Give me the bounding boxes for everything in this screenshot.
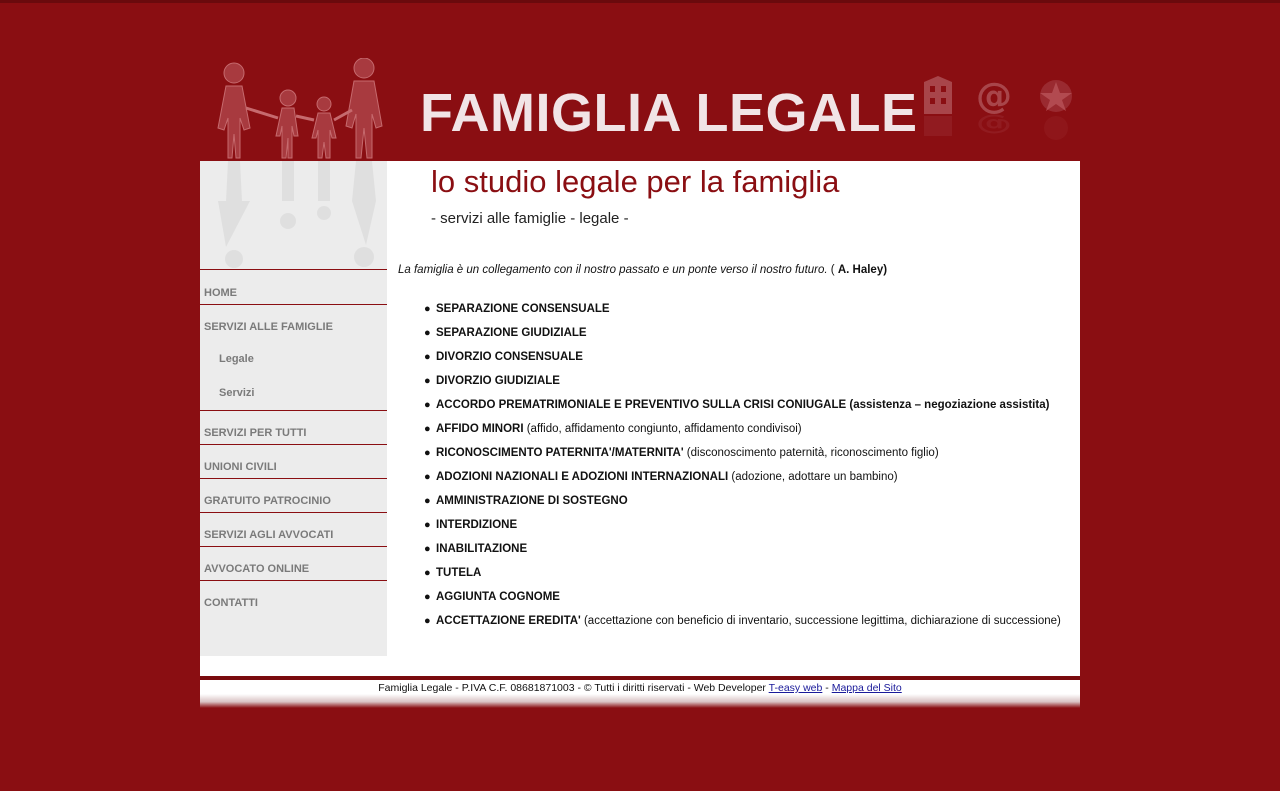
site-title: FAMIGLIA LEGALE <box>420 83 918 143</box>
top-decorative-strip <box>0 0 1280 3</box>
service-name: ACCORDO PREMATRIMONIALE E PREVENTIVO SULLA CRISI CONIUGALE (assistenza – negoziazione assistita) <box>436 399 1050 411</box>
list-item <box>424 345 1064 369</box>
main-menu <box>200 269 387 614</box>
bullet-icon: ● <box>424 423 431 435</box>
bullet-icon: ● <box>424 303 431 315</box>
site-header <box>200 40 1080 161</box>
footer-separator: - <box>822 682 832 694</box>
content-area <box>398 161 1068 676</box>
bullet-icon: ● <box>424 519 431 531</box>
list-item <box>424 465 1064 489</box>
footer-text: Famiglia Legale - P.IVA C.F. 08681871003 - © Tutti i diritti riservati - Web Developer <box>378 682 769 694</box>
page-tagline: lo studio legale per la famiglia <box>431 164 840 199</box>
bullet-icon: ● <box>424 471 431 483</box>
list-item <box>424 585 1064 609</box>
service-detail: (affido, affidamento congiunto, affidamento condivisoi) <box>523 423 802 435</box>
menu-item-contatti[interactable]: CONTATTI <box>200 580 387 614</box>
list-item <box>424 321 1064 345</box>
menu-item-home[interactable]: HOME <box>200 269 387 304</box>
menu-item-servizi-agli-avvocati[interactable]: SERVIZI AGLI AVVOCATI <box>200 512 387 546</box>
menu-item-avvocato-online[interactable]: AVVOCATO ONLINE <box>200 546 387 580</box>
submenu-item-servizi[interactable]: Servizi <box>219 387 255 399</box>
site-footer <box>200 680 1080 708</box>
list-item <box>424 369 1064 393</box>
sidebar <box>200 161 387 656</box>
service-name: ACCETTAZIONE EREDITA' <box>436 615 581 627</box>
svg-text:@: @ <box>976 76 1012 117</box>
bullet-icon: ● <box>424 327 431 339</box>
family-reflection-image <box>206 161 386 269</box>
service-name: TUTELA <box>436 567 482 579</box>
quote-open: ( <box>827 264 838 276</box>
page-subtagline: - servizi alle famiglie - legale - <box>431 210 629 227</box>
list-item <box>424 417 1064 441</box>
list-item <box>424 489 1064 513</box>
service-name: INABILITAZIONE <box>436 543 528 555</box>
menu-item-unioni-civili[interactable]: UNIONI CIVILI <box>200 444 387 478</box>
service-detail: (disconoscimento paternità, riconoscimento figlio) <box>683 447 939 459</box>
bullet-icon: ● <box>424 591 431 603</box>
service-name: SEPARAZIONE CONSENSUALE <box>436 303 610 315</box>
main-container <box>200 161 1080 676</box>
submenu-item-legale[interactable]: Legale <box>219 353 254 365</box>
email-icon[interactable] <box>972 76 1016 146</box>
list-item <box>424 393 1064 417</box>
list-item <box>424 513 1064 537</box>
bullet-icon: ● <box>424 351 431 363</box>
service-detail: (accettazione con beneficio di inventario, successione legittima, dichiarazione di successione) <box>580 615 1061 627</box>
bullet-icon: ● <box>424 399 431 411</box>
footer-link-developer[interactable]: T-easy web <box>768 682 823 694</box>
quote-author: A. Haley) <box>837 264 888 276</box>
list-item <box>424 561 1064 585</box>
bullet-icon: ● <box>424 495 431 507</box>
list-item <box>424 537 1064 561</box>
service-name: INTERDIZIONE <box>436 519 518 531</box>
favorite-star-icon[interactable] <box>1034 76 1078 146</box>
service-name: DIVORZIO CONSENSUALE <box>436 351 583 363</box>
list-item <box>424 609 1064 633</box>
service-name: AMMINISTRAZIONE DI SOSTEGNO <box>436 495 628 507</box>
list-item <box>424 441 1064 465</box>
menu-item-servizi-per-tutti[interactable]: SERVIZI PER TUTTI <box>200 410 387 444</box>
service-name: AFFIDO MINORI <box>436 423 524 435</box>
service-name: SEPARAZIONE GIUDIZIALE <box>436 327 587 339</box>
service-name: AGGIUNTA COGNOME <box>436 591 560 603</box>
menu-item-servizi-alle-famiglie[interactable]: SERVIZI ALLE FAMIGLIE <box>200 304 387 342</box>
menu-item-gratuito-patrocinio[interactable]: GRATUITO PATROCINIO <box>200 478 387 512</box>
svg-text:@: @ <box>976 112 1012 139</box>
service-name: ADOZIONI NAZIONALI E ADOZIONI INTERNAZIONALI <box>436 471 729 483</box>
footer-link-sitemap[interactable]: Mappa del Sito <box>831 682 902 694</box>
service-detail: (adozione, adottare un bambino) <box>728 471 898 483</box>
bullet-icon: ● <box>424 447 431 459</box>
quote-text: La famiglia è un collegamento con il nostro passato e un ponte verso il nostro futuro. <box>398 264 828 276</box>
list-item <box>424 297 1064 321</box>
services-list <box>424 297 1064 633</box>
bullet-icon: ● <box>424 567 431 579</box>
service-name: RICONOSCIMENTO PATERNITA'/MATERNITA' <box>436 447 684 459</box>
bullet-icon: ● <box>424 615 431 627</box>
home-icon[interactable] <box>916 76 960 146</box>
family-quote <box>398 264 887 276</box>
bullet-icon: ● <box>424 543 431 555</box>
service-name: DIVORZIO GIUDIZIALE <box>436 375 560 387</box>
bullet-icon: ● <box>424 375 431 387</box>
